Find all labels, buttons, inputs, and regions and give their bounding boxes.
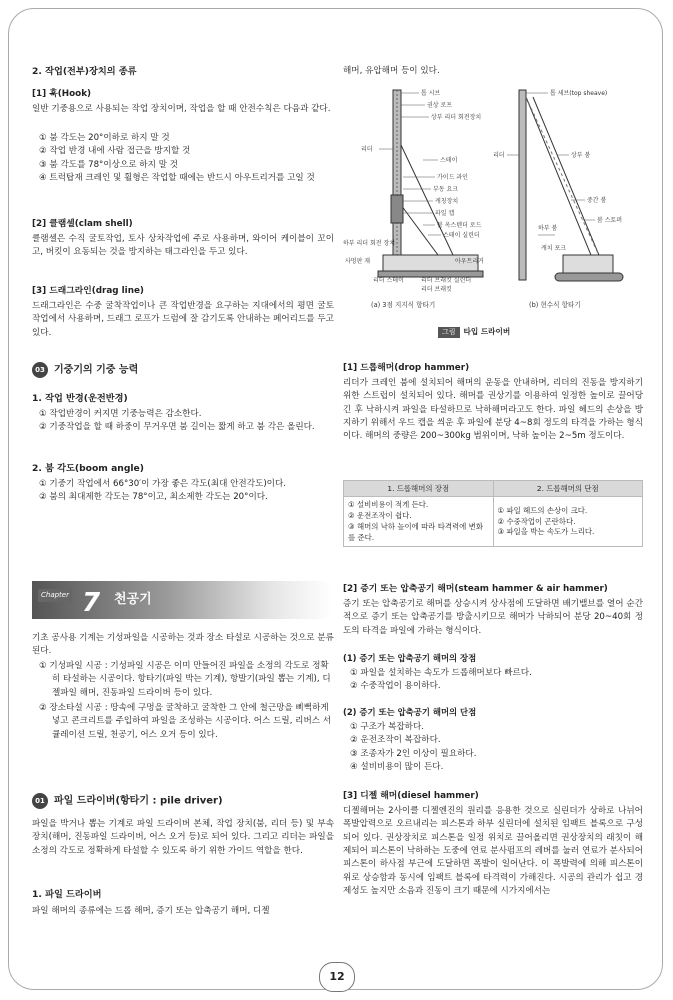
subsection-title: [1] 훅(Hook) <box>32 89 92 99</box>
list-item: ① 구조가 복잡하다. <box>350 722 425 732</box>
subsection-title: (2) 증기 또는 압축공기 해머의 단점 <box>343 707 477 717</box>
label: 붐 스토퍼 <box>597 217 623 224</box>
figure-b <box>519 90 623 281</box>
label: 부동 요크 <box>433 186 459 193</box>
table-cell: ② 운전조작이 쉽다. <box>348 511 412 521</box>
hammer <box>391 195 403 223</box>
boom <box>526 97 593 260</box>
section-header-03 <box>32 362 138 378</box>
paragraph: 파일 해머의 종류에는 드롭 해머, 증기 또는 압축공기 해머, 디젤 <box>32 906 270 916</box>
paragraph: 리더가 크레인 붐에 설치되어 해머의 운동을 안내하며, 리더의 진동을 방지하기 위한 스트럽이 설치되어 있다. 해머를 권상기를 이용하여 일정한 높이로 끌어당긴 후 낙하시켜 파일을 타설하므로 낙하해머라고도 한다. 파일 헤드의 손상을 방지하기 위해서 우드 캡을 씌운 후 파일에 분당 4~8회 정도의 타격을 가하는 형식이다. 해머의 중량은 200~300kg 범위이며, 낙하 높이는 2~5m 정도이다. <box>343 378 643 442</box>
label: 리더 브래킷 <box>421 286 452 293</box>
figure-title: 타입 드라이버 <box>463 327 511 336</box>
crawler-body <box>563 255 613 273</box>
paragraph: 디젤해머는 2사이클 디젤엔진의 원리를 응용한 것으로 실린더가 상하로 나뉘어 폭발압력으로 오르내리는 피스톤과 하부 실린더에 설치된 임팩트 블록으로 구성되어 있다. 권상장치로 피스톤을 일정 위치로 끌어올리면 권상장치의 래칫이 해제되어 피스톤이 낙하하는 도중에 연료 분사펌프의 레버를 눌러 연료가 분사되어 피스톤이 하사점 부근에 도달하면 폭발이 일어난다. 이 폭발력에 의해 피스톤이 위로 상승함과 동시에 임팩트 블록에 타격력이 가해진다. 시공의 관리가 쉽고 경제성도 높지만 소음과 진동이 크기 때문에 시가지에서는 <box>343 806 643 896</box>
table-cell: ① 파일 헤드의 손상이 크다. <box>497 505 588 515</box>
list-item: ② 기중작업을 할 때 하중이 무거우면 붐 길이는 짧게 하고 붐 각은 올린다. <box>39 422 315 433</box>
label: 톱 시브 <box>421 90 441 97</box>
chapter-banner <box>32 581 332 619</box>
drop-hammer-table <box>343 480 643 547</box>
chapter-number: 7 <box>82 588 101 618</box>
section-number: 01 <box>32 793 48 809</box>
label: 하부 리더 회전 장치 <box>343 240 396 247</box>
steam-cons-list <box>343 721 643 774</box>
list-item: ④ 설비비용이 많이 든다. <box>350 761 444 772</box>
list-item: ③ 붐 각도를 78°이상으로 하지 말 것 <box>39 159 178 170</box>
label: 리더 브래킷 실린더 <box>421 277 472 284</box>
figure-b-caption: (b) 현수식 항타기 <box>529 301 581 309</box>
label: 캐치 포크 <box>541 245 567 252</box>
list-item: ② 장소타설 시공 : 땅속에 구멍을 굴착하고 굴착한 그 안에 철근망을 삐뻑하게 넣고 콘크리트를 주입하여 파일을 조성하는 시공이다. 어스 드릴, 리버스 서큘레이션 드릴, 천공기, 어스 오거 등이 있다. <box>39 702 332 740</box>
figure-tag: 그림 <box>438 327 460 338</box>
subsection-title: [2] 클램셀(clam shell) <box>32 219 133 229</box>
label: 아우트리거 <box>455 258 484 265</box>
label: 리더 <box>361 146 373 153</box>
label: 스테이 <box>440 157 458 164</box>
list-item: ② 작업 반경 내에 사람 접근을 방지할 것 <box>39 146 191 157</box>
table-header: 1. 드롭해머의 장점 <box>344 481 494 497</box>
chapter-tag: Chapter <box>38 589 72 602</box>
section-header-01 <box>32 793 223 809</box>
angle-list <box>32 478 334 505</box>
list-item: ① 붐 각도는 20°이하로 하지 말 것 <box>39 133 170 143</box>
radius-list <box>32 408 334 435</box>
label: 가이드 과인 <box>437 174 468 181</box>
list-item: ② 운전조작이 복잡하다. <box>350 735 441 746</box>
table-cell: ③ 파일을 박는 속도가 느리다. <box>497 527 595 537</box>
pile-driver-figure <box>343 85 643 315</box>
paragraph: 파일을 박거나 뽑는 기계로 파일 드라이버 본체, 작업 장치(붐, 리더 등) 및 부속 장치(해머, 진동파일 드라이버, 어스 오거 등)로 되어 있다. 그리고 리더는 파일을 소정의 각도로 정확하게 타설할 수 있도록 하기 위한 가이드 역할을 한다. <box>32 819 334 856</box>
figure-b-labels <box>493 89 622 252</box>
label: 리더 <box>493 152 505 159</box>
subsection-title: 2. 붐 각도(boom angle) <box>32 463 144 474</box>
paragraph: 증기 또는 압축공기로 해머를 상승시켜 상사점에 도달하면 배기밸브를 열어 순간적으로 증기 또는 압축공기를 방출시키므로 해머가 낙하되어 분당 20~40회 정도의 타격을 파일에 가하는 형식이다. <box>343 599 643 636</box>
paragraph: 일반 기중용으로 사용되는 작업 장치이며, 작업을 할 때 안전수칙은 다음과 같다. <box>32 104 331 114</box>
subsection-title: 1. 작업 반경(운전반경) <box>32 393 128 404</box>
label: 권상 로프 <box>427 102 453 109</box>
list-item: ① 기성파일 시공 : 기성파일 시공은 이미 만들어진 파일을 소정의 각도로 정확히 타설하는 시공이다. 항타기(파일 박는 기계), 항발기(파일 뽑는 기계), 디젤파일 해머, 진동파일 드라이버 등이 있다. <box>39 661 331 698</box>
list-item: ① 작업반경이 커지면 기중능력은 감소한다. <box>39 409 202 419</box>
section-heading: 기중기의 기중 능력 <box>54 364 139 376</box>
section-heading: 파일 드라이버(항타기 : pile driver) <box>54 795 223 807</box>
label: 캐칭장치 <box>435 198 459 205</box>
list-item: ② 수중작업이 용이하다. <box>350 681 441 692</box>
leader-mast <box>519 90 526 280</box>
label: 하부 붐 <box>538 225 558 232</box>
list-item: ② 붐의 최대제한 각도는 78°이고, 최소제한 각도는 20°이다. <box>39 492 268 503</box>
figure-a-caption: (a) 3점 지지식 항타기 <box>371 301 436 309</box>
label: 파일 캡 <box>435 210 455 217</box>
crawler-track <box>555 273 623 281</box>
table-cell: ② 수중작업이 곤란하다. <box>497 516 576 526</box>
subsection-title: [2] 증기 또는 압축공기 해머(steam hammer & air hammer) <box>343 584 608 594</box>
label: 붐 옥스텐더 로드 <box>437 222 482 229</box>
paragraph: 기초 공사용 기계는 기성파일을 시공하는 것과 장소 타설로 시공하는 것으로 분류된다. <box>32 633 334 657</box>
label: 중간 붐 <box>587 197 607 204</box>
hook-list <box>32 132 334 185</box>
label: 상부 붐 <box>571 152 591 159</box>
subsection-title: [1] 드롭해머(drop hammer) <box>343 363 470 373</box>
subsection-title: [3] 드래그라인(drag line) <box>32 286 144 296</box>
list-item: ④ 트럭탑재 크레인 및 휠형은 작업할 때에는 반드시 아우트리거를 고일 것 <box>39 172 315 183</box>
subsection-title: 1. 파일 드라이버 <box>32 889 102 900</box>
list-item: ① 기중기 작업에서 66°30′이 가장 좋은 각도(최대 안전각도)이다. <box>39 479 287 489</box>
table-row <box>344 497 643 547</box>
ch7-list <box>32 660 334 742</box>
label: 스테이 실린더 <box>443 232 480 239</box>
label: 톱 세브(top sheave) <box>550 90 608 97</box>
figure-caption <box>438 326 510 339</box>
list-item: ③ 조종자가 2인 이상이 필요하다. <box>350 748 477 759</box>
section-number: 03 <box>32 362 48 378</box>
label: 상부 리더 회전장치 <box>431 114 482 121</box>
subsection-title: [3] 디젤 해머(diesel hammer) <box>343 791 479 801</box>
paragraph: 클램셀은 수직 굴토작업, 토사 상차작업에 주로 사용하며, 와이어 케이블이 꼬이고, 버킷이 요동되는 것을 방지하는 태그라인을 두고 있다. <box>32 234 334 258</box>
table-cell: ① 설비비용이 적게 든다. <box>348 500 429 510</box>
label: 사멍판 재 <box>345 258 371 265</box>
table-cell: ③ 해머의 낙하 높이에 따라 타격력에 변화를 준다. <box>348 521 483 542</box>
section-title: 2. 작업(전부)장치의 종류 <box>32 66 137 77</box>
list-item: ① 파일을 설치하는 속도가 드롭해머보다 빠르다. <box>350 668 532 678</box>
label: 리더 스테이 <box>373 277 404 284</box>
steam-pros-list <box>343 667 643 694</box>
page-number: 12 <box>319 962 355 992</box>
subsection-title: (1) 증기 또는 압축공기 해머의 장점 <box>343 653 477 663</box>
paragraph: 드래그라인은 수중 굴착작업이나 큰 작업반경을 요구하는 지대에서의 평면 굴토작업에서 사용하며, 드래그 로프가 드럼에 잘 감기도록 안내하는 페어리드를 두고 있다. <box>32 301 334 338</box>
paragraph: 해머, 유압해머 등이 있다. <box>343 66 440 76</box>
table-header: 2. 드롭해머의 단점 <box>493 481 643 497</box>
chapter-title: 천공기 <box>114 592 152 607</box>
